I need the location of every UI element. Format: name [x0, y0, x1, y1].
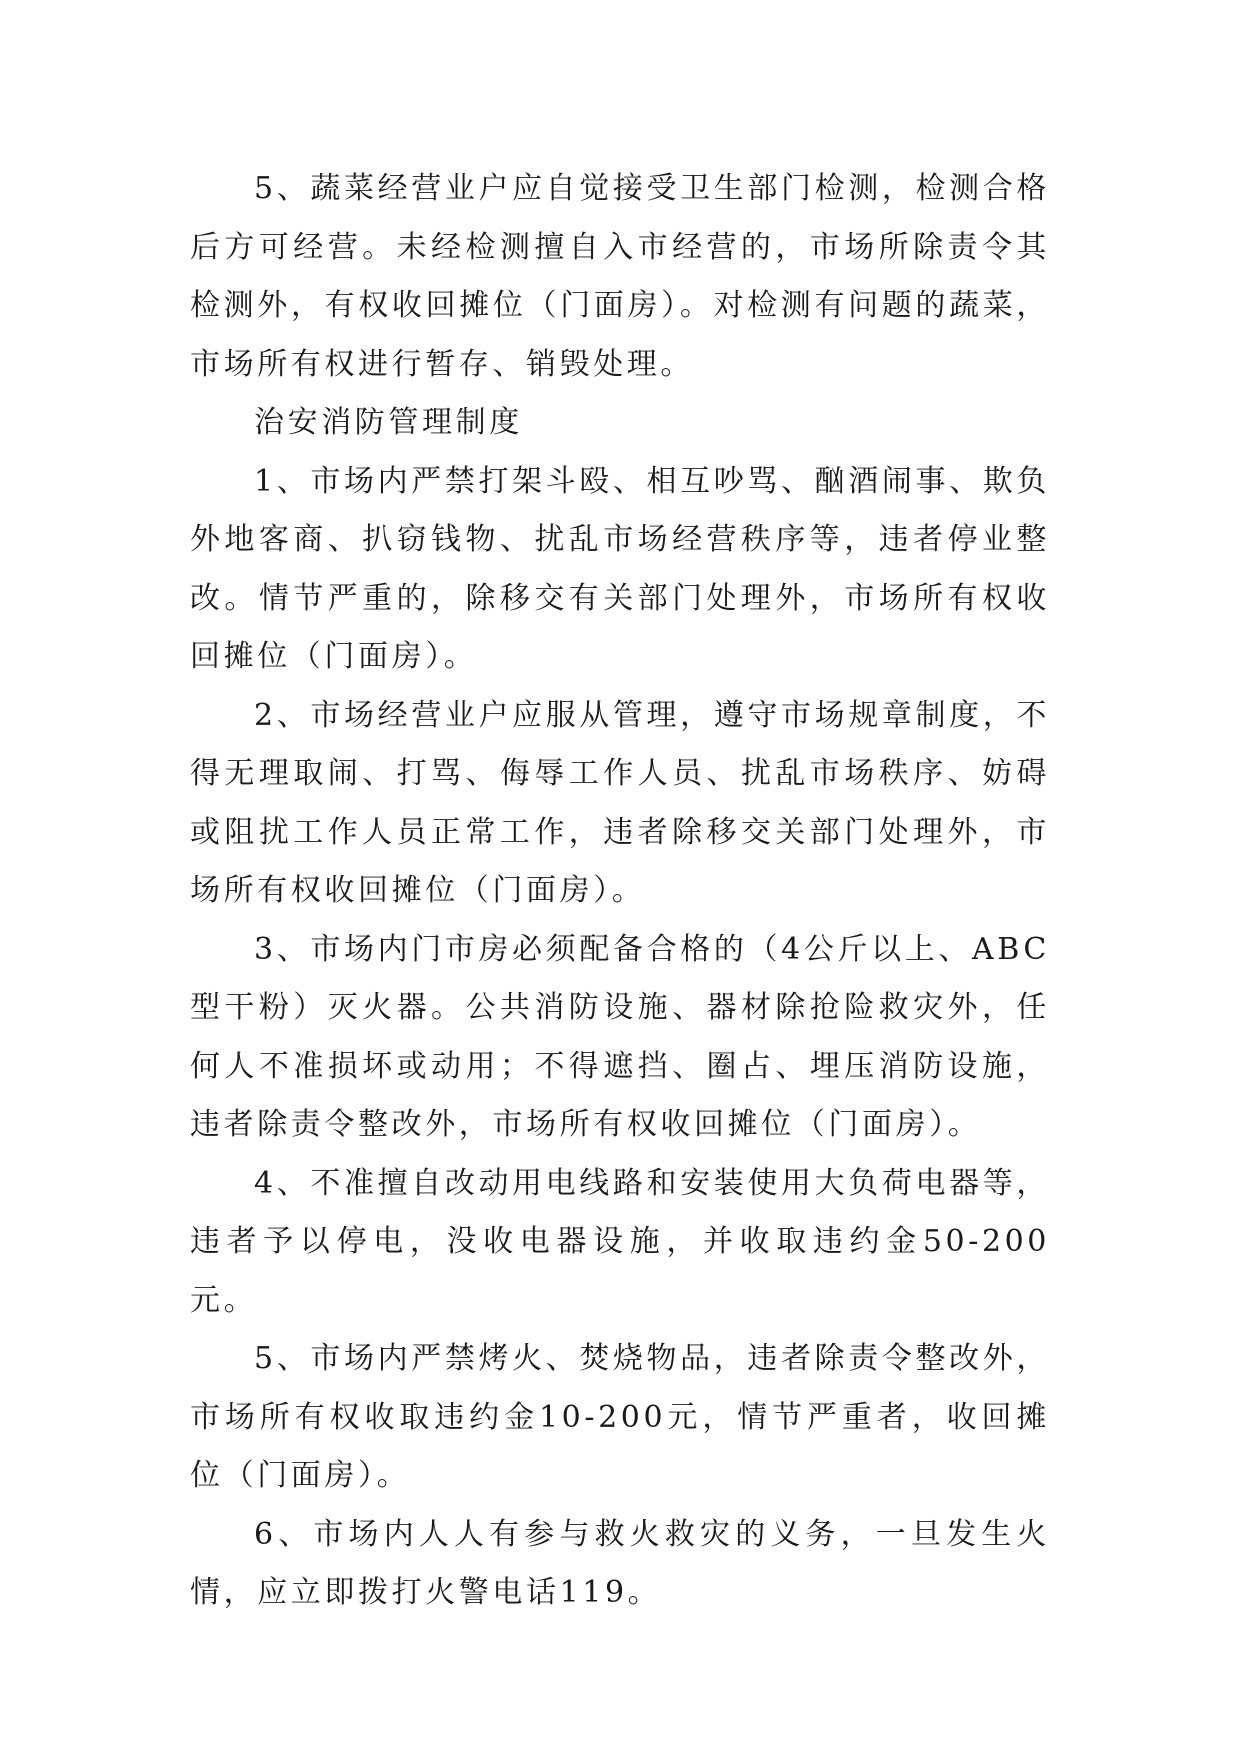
- document-page: [190, 160, 1050, 1623]
- rule-paragraph-1: 1、市场内严禁打架斗殴、相互吵骂、酗酒闹事、欺负外地客商、扒窃钱物、扰乱市场经营秩序等，违者停业整改。情节严重的，除移交有关部门处理外，市场所有权收回摊位（门面房）。: [190, 463, 1050, 674]
- rule-paragraph-6: 6、市场内人人有参与救火救灾的义务，一旦发生火情，应立即拨打火警电话119。: [190, 1516, 1050, 1610]
- rule-paragraph-4: 4、不准擅自改动用电线路和安装使用大负荷电器等，违者予以停电，没收电器设施，并收取违约金50-200元。: [190, 1165, 1050, 1318]
- intro-paragraph: 5、蔬菜经营业户应自觉接受卫生部门检测，检测合格后方可经营。未经检测擅自入市经营的，市场所除责令其检测外，有权收回摊位（门面房）。对检测有问题的蔬菜，市场所有权进行暂存、销毁处理。: [190, 171, 1050, 382]
- rule-paragraph-3: 3、市场内门市房必须配备合格的（4公斤以上、ABC型干粉）灭火器。公共消防设施、器材除抢险救灾外，任何人不准损坏或动用；不得遮挡、圈占、埋压消防设施，违者除责令整改外，市场所有权收回摊位（门面房）。: [190, 931, 1050, 1142]
- rule-paragraph-2: 2、市场经营业户应服从管理，遵守市场规章制度，不得无理取闹、打骂、侮辱工作人员、扰乱市场秩序、妨碍或阻扰工作人员正常工作，违者除移交关部门处理外，市场所有权收回摊位（门面房）。: [190, 697, 1050, 908]
- section-title: 治安消防管理制度: [254, 405, 523, 440]
- rule-paragraph-5: 5、市场内严禁烤火、焚烧物品，违者除责令整改外，市场所有权收取违约金10-200元，情节严重者，收回摊位（门面房）。: [190, 1341, 1050, 1493]
